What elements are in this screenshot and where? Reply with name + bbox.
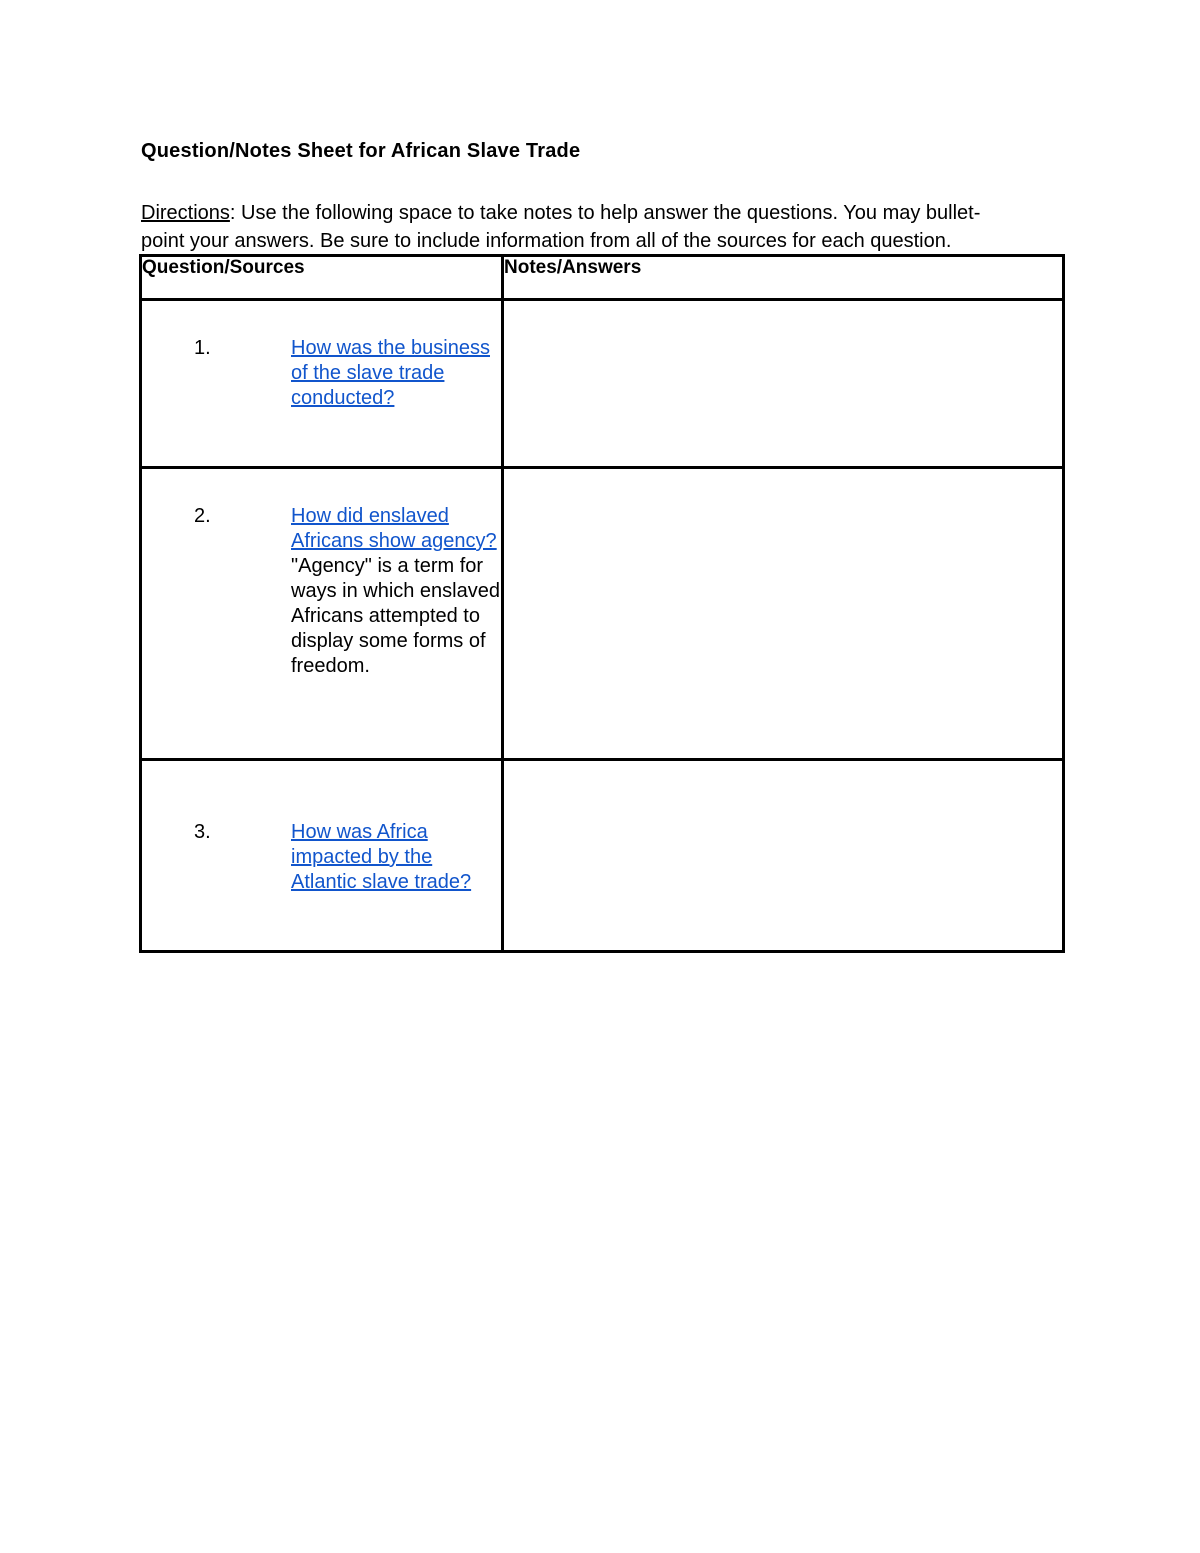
directions-line-2: point your answers. Be sure to include information from all of the sources for each question. bbox=[141, 230, 952, 252]
question-text-2 bbox=[291, 504, 501, 679]
question-cell-2 bbox=[141, 468, 503, 760]
question-number-3: 3. bbox=[194, 821, 211, 843]
table-row bbox=[141, 760, 1064, 952]
question-text-3 bbox=[291, 820, 501, 895]
question-cell-1 bbox=[141, 300, 503, 468]
header-question-sources: Question/Sources bbox=[141, 256, 503, 300]
table-row bbox=[141, 468, 1064, 760]
question-number-2: 2. bbox=[194, 505, 211, 527]
question-link-2[interactable]: How did enslaved Africans show agency? bbox=[291, 505, 497, 552]
question-extra-2: "Agency" is a term for ways in which enslaved Africans attempted to display some forms of freedom. bbox=[291, 555, 500, 677]
notes-cell-3[interactable] bbox=[503, 760, 1064, 952]
question-cell-3 bbox=[141, 760, 503, 952]
notes-cell-1[interactable] bbox=[503, 300, 1064, 468]
question-link-1[interactable]: How was the business of the slave trade conducted? bbox=[291, 337, 490, 409]
directions-paragraph bbox=[141, 199, 1061, 255]
notes-cell-2[interactable] bbox=[503, 468, 1064, 760]
question-notes-table bbox=[139, 254, 1065, 953]
directions-label: Directions bbox=[141, 202, 230, 224]
question-text-1 bbox=[291, 336, 501, 411]
table-row bbox=[141, 300, 1064, 468]
question-link-3[interactable]: How was Africa impacted by the Atlantic slave trade? bbox=[291, 821, 472, 893]
directions-text-1: : Use the following space to take notes to help answer the questions. You may bullet- bbox=[229, 202, 981, 224]
question-number-1: 1. bbox=[194, 337, 211, 359]
header-notes-answers: Notes/Answers bbox=[503, 256, 1064, 300]
page-title: Question/Notes Sheet for African Slave Trade bbox=[141, 140, 581, 162]
directions-line-1 bbox=[141, 199, 1061, 227]
table-header-row bbox=[141, 256, 1064, 300]
